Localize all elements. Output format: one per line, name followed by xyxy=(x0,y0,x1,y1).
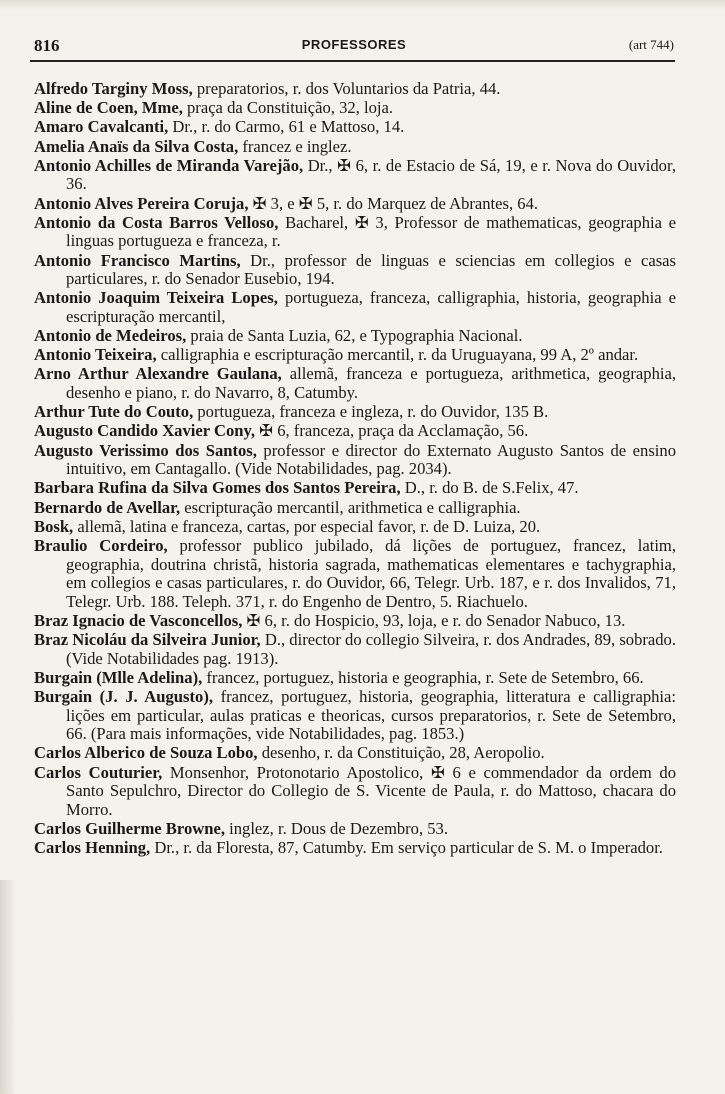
page-number: 816 xyxy=(34,36,60,55)
entry-text: professor publico jubilado, dá lições de portuguez, francez, latim, geographia, doutrina christã, historia sagrada, mathematicas elementares e tachygraphia, em collegios e casas particulares, r. do Ouvidor, 66, Telegr. Urb. 187, e r. dos Invalidos, 71, Telegr. Urb. 188. Teleph. 371, r. do Engenho de Dentro, 5. Riachuelo. xyxy=(66,535,676,611)
entry-name: Amelia Anaïs da Silva Costa, xyxy=(34,136,239,156)
entry-text: francez, portuguez, historia e geographia, r. Sete de Setembro, 66. xyxy=(202,667,644,687)
entry-name: Augusto Verissimo dos Santos, xyxy=(34,440,257,460)
entry-text: calligraphia e escripturação mercantil, r. da Uruguayana, 99 A, 2º andar. xyxy=(156,345,639,365)
directory-entry xyxy=(34,669,676,688)
page-left-edge xyxy=(0,880,14,1094)
directory-entry xyxy=(34,252,676,289)
entry-text: Monsenhor, Protonotario Apostolico, ✠ 6 e commendador da ordem do Santo Sepulchro, Director do Collegio de S. Vicente de Paula, r. do Mattoso, chacara do Morro. xyxy=(66,762,676,819)
directory-entry xyxy=(34,839,676,858)
directory-entry xyxy=(34,537,676,611)
header-rule xyxy=(30,60,675,62)
entry-name: Alfredo Targiny Moss, xyxy=(34,79,193,98)
directory-entry xyxy=(34,442,676,479)
directory-entry xyxy=(34,99,676,118)
directory-entry xyxy=(34,631,676,668)
article-reference: (art 744) xyxy=(628,37,674,52)
entry-name: Arno Arthur Alexandre Gaulana, xyxy=(34,364,282,384)
entry-name: Bosk, xyxy=(34,516,74,536)
directory-entry xyxy=(34,365,676,402)
page-title: PROFESSORES xyxy=(301,37,407,52)
entry-text: inglez, r. Dous de Dezembro, 53. xyxy=(224,819,449,838)
directory-entry xyxy=(34,403,676,422)
entry-name: Antonio Francisco Martins, xyxy=(34,250,241,270)
entry-name: Aline de Coen, Mme, xyxy=(34,98,183,118)
directory-entries xyxy=(34,80,676,858)
directory-entry xyxy=(34,764,676,820)
directory-entry xyxy=(34,327,676,346)
entry-text: allemã, franceza e portugueza, arithmetica, geographia, desenho e piano, r. do Navarro, 8, Catumby. xyxy=(66,364,677,403)
directory-entry xyxy=(34,744,676,763)
entry-text: ✠ 3, e ✠ 5, r. do Marquez de Abrantes, 64. xyxy=(248,193,539,213)
entry-name: Carlos Henning, xyxy=(34,838,151,858)
entry-text: Bacharel, ✠ 3, Professor de mathematicas, geographia e linguas portugueza e franceza, r. xyxy=(66,212,676,251)
entry-name: Carlos Guilherme Browne, xyxy=(34,819,225,838)
entry-name: Burgain (J. J. Augusto), xyxy=(34,687,213,707)
entry-name: Burgain (Mlle Adelina), xyxy=(34,667,203,687)
entry-name: Antonio da Costa Barros Velloso, xyxy=(34,212,279,232)
entry-text: Dr., r. da Floresta, 87, Catumby. Em serviço particular de S. M. o Imperador. xyxy=(150,838,663,858)
entry-name: Bernardo de Avellar, xyxy=(34,497,181,517)
entry-text: francez e inglez. xyxy=(238,136,352,156)
entry-name: Braulio Cordeiro, xyxy=(34,535,168,555)
entry-text: D., r. do B. de S.Felix, 47. xyxy=(400,478,579,498)
entry-text: ✠ 6, franceza, praça da Acclamação, 56. xyxy=(255,421,529,441)
entry-name: Antonio de Medeiros, xyxy=(34,326,187,346)
entry-name: Antonio Achilles de Miranda Varejão, xyxy=(34,155,304,175)
page-header xyxy=(34,36,674,58)
entry-text: Dr., r. do Carmo, 61 e Mattoso, 14. xyxy=(168,117,405,137)
entry-name: Amaro Cavalcanti, xyxy=(34,117,169,137)
entry-name: Antonio Alves Pereira Coruja, xyxy=(34,193,249,213)
entry-text: praia de Santa Luzia, 62, e Typographia Nacional. xyxy=(186,326,523,346)
directory-entry xyxy=(34,289,676,326)
directory-entry xyxy=(34,346,676,365)
entry-text: allemã, latina e franceza, cartas, por especial favor, r. de D. Luiza, 20. xyxy=(73,516,541,536)
directory-entry xyxy=(34,138,676,157)
entry-name: Carlos Alberico de Souza Lobo, xyxy=(34,743,258,763)
entry-text: escripturação mercantil, arithmetica e calligraphia. xyxy=(180,497,521,517)
directory-entry xyxy=(34,499,676,518)
entry-name: Braz Ignacio de Vasconcellos, xyxy=(34,610,243,630)
entry-text: professor e director do Externato Augusto Santos de ensino intuitivo, em Cantagallo. (Vide Notabilidades, pag. 2034). xyxy=(66,440,676,479)
directory-entry xyxy=(34,612,676,631)
entry-name: Antonio Joaquim Teixeira Lopes, xyxy=(34,288,278,308)
directory-entry xyxy=(34,214,676,251)
entry-name: Antonio Teixeira, xyxy=(34,345,157,365)
entry-name: Carlos Couturier, xyxy=(34,762,163,782)
entry-text: francez, portuguez, historia, geographia, litteratura e calligraphia: lições em particular, aulas praticas e theoricas, cursos preparatorios, r. Sete de Setembro, 66. (Para mais informações, vide Notabilidades, pag. 1853.) xyxy=(66,687,677,744)
entry-text: desenho, r. da Constituição, 28, Aeropolio. xyxy=(257,743,545,763)
entry-text: Dr., ✠ 6, r. de Estacio de Sá, 19, e r. Nova do Ouvidor, 36. xyxy=(66,155,676,194)
entry-text: ✠ 6, r. do Hospicio, 93, loja, e r. do Senador Nabuco, 13. xyxy=(242,610,626,630)
entry-name: Arthur Tute do Couto, xyxy=(34,402,194,422)
entry-text: Dr., professor de linguas e sciencias em collegios e casas particulares, r. do Senador Eusebio, 194. xyxy=(66,250,676,289)
directory-entry xyxy=(34,118,676,137)
entry-name: Braz Nicoláu da Silveira Junior, xyxy=(34,630,261,650)
entry-text: portugueza, franceza e ingleza, r. do Ouvidor, 135 B. xyxy=(193,402,549,422)
page-top-edge xyxy=(0,0,725,10)
directory-entry xyxy=(34,518,676,537)
directory-entry xyxy=(34,157,676,194)
directory-entry xyxy=(34,195,676,214)
entry-text: preparatorios, r. dos Voluntarios da Patria, 44. xyxy=(192,79,501,98)
directory-entry xyxy=(34,820,676,839)
directory-entry xyxy=(34,80,676,99)
entry-text: D., director do collegio Silveira, r. dos Andrades, 89, sobrado. (Vide Notabilidades pag. 1913). xyxy=(66,630,677,668)
directory-entry xyxy=(34,479,676,498)
entry-name: Barbara Rufina da Silva Gomes dos Santos Pereira, xyxy=(34,478,401,498)
directory-entry xyxy=(34,422,676,441)
entry-text: portugueza, franceza, calligraphia, historia, geographia e escripturação mercantil, xyxy=(66,288,677,326)
directory-entry xyxy=(34,688,676,744)
entry-text: praça da Constituição, 32, loja. xyxy=(182,98,393,118)
entry-name: Augusto Candido Xavier Cony, xyxy=(34,421,255,441)
